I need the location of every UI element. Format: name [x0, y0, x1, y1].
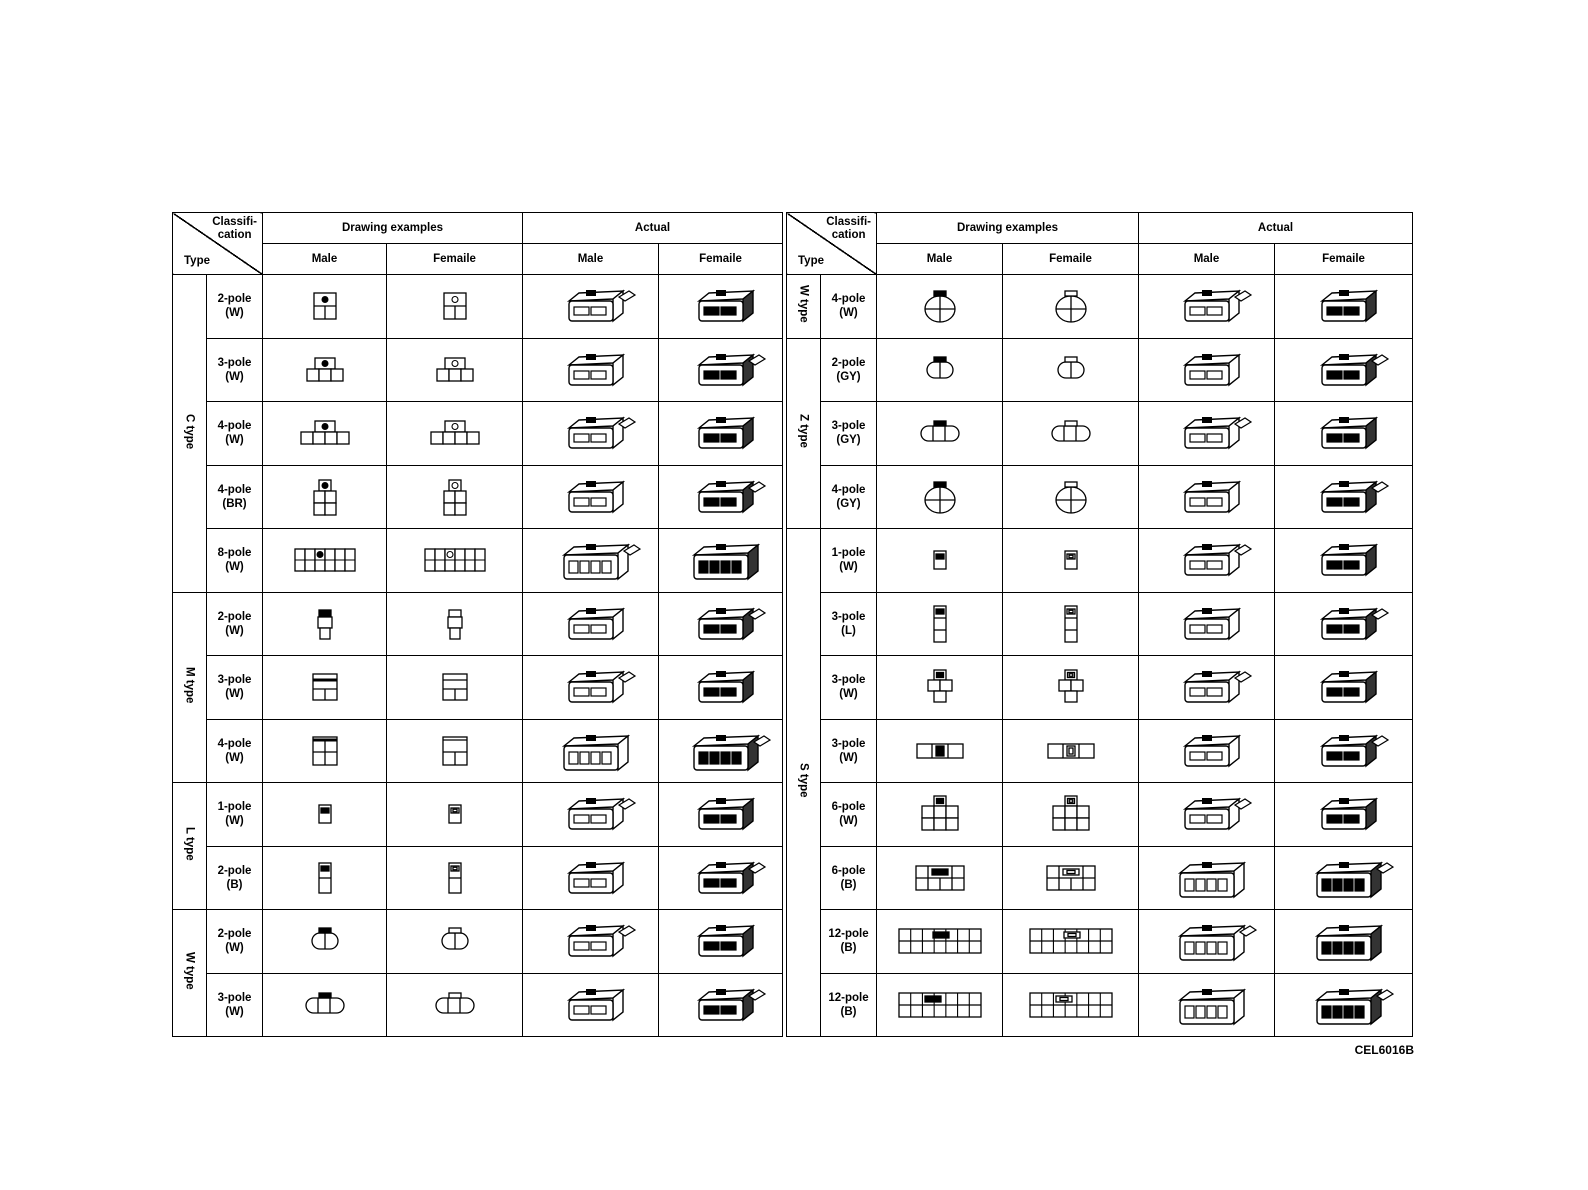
connector-actual-female-icon [1275, 406, 1412, 460]
connector-drawing-male-icon [877, 919, 1002, 963]
connector-actual-female-icon [1275, 279, 1412, 333]
actual-male [1139, 910, 1275, 974]
actual-female [1275, 973, 1413, 1037]
header-drawing-female: Femaile [387, 244, 523, 275]
table-row [173, 846, 783, 910]
pole-label-text: 2-pole (W) [217, 928, 252, 955]
actual-male [523, 910, 659, 974]
connector-drawing-female-icon [1003, 983, 1138, 1027]
actual-male [1139, 338, 1275, 402]
actual-female [1275, 275, 1413, 339]
actual-male [523, 465, 659, 529]
pole-label [821, 973, 877, 1037]
connector-actual-male-icon [1139, 533, 1274, 587]
actual-male [1139, 275, 1275, 339]
drawing-male [877, 656, 1003, 720]
drawing-male [877, 338, 1003, 402]
pole-label-text: 1-pole (W) [217, 801, 252, 828]
header-drawing-examples: Drawing examples [877, 213, 1139, 244]
header-actual-male: Male [1139, 244, 1275, 275]
table-row [173, 973, 783, 1037]
actual-male [523, 783, 659, 847]
connector-actual-female-icon [659, 914, 782, 968]
drawing-female [387, 529, 523, 593]
actual-female [1275, 910, 1413, 974]
header-corner [787, 213, 877, 275]
actual-female [659, 910, 783, 974]
drawing-female [387, 973, 523, 1037]
table-row [787, 910, 1413, 974]
header-actual-female: Femaile [659, 244, 783, 275]
connector-actual-male-icon [523, 978, 658, 1032]
drawing-female [387, 592, 523, 656]
pole-label-text: 2-pole (W) [217, 610, 252, 637]
drawing-female [1003, 592, 1139, 656]
pole-label [821, 719, 877, 783]
header-drawing-male: Male [263, 244, 387, 275]
table-row [787, 465, 1413, 529]
connector-drawing-male-icon [877, 983, 1002, 1027]
drawing-male [877, 529, 1003, 593]
connector-drawing-male-icon [263, 983, 386, 1027]
drawing-male [263, 402, 387, 466]
connector-actual-female-icon [659, 851, 782, 905]
actual-male [523, 973, 659, 1037]
pole-label-text: 12-pole (B) [828, 928, 869, 955]
type-group-label [173, 275, 207, 593]
type-group-text: S type [797, 763, 810, 798]
actual-female [659, 973, 783, 1037]
drawing-male [877, 402, 1003, 466]
drawing-female [387, 910, 523, 974]
connector-drawing-female-icon [1003, 538, 1138, 582]
pole-label [821, 592, 877, 656]
pole-label-text: 6-pole (W) [831, 801, 866, 828]
drawing-female [387, 402, 523, 466]
actual-male [523, 656, 659, 720]
pole-label-text: 4-pole (W) [217, 420, 252, 447]
drawing-female [1003, 656, 1139, 720]
actual-male [1139, 529, 1275, 593]
connector-drawing-male-icon [877, 792, 1002, 836]
table-row [173, 910, 783, 974]
connector-drawing-female-icon [387, 538, 522, 582]
pole-label [207, 656, 263, 720]
table-row [787, 846, 1413, 910]
connector-actual-male-icon [1139, 406, 1274, 460]
drawing-male [877, 465, 1003, 529]
connector-drawing-male-icon [263, 856, 386, 900]
type-group-label [787, 529, 821, 1037]
connector-actual-male-icon [523, 787, 658, 841]
drawing-male [877, 275, 1003, 339]
type-group-label [173, 910, 207, 1037]
connector-actual-male-icon [1139, 978, 1274, 1032]
connector-actual-male-icon [1139, 279, 1274, 333]
drawing-male [877, 719, 1003, 783]
pole-label [207, 973, 263, 1037]
connector-actual-female-icon [1275, 597, 1412, 651]
connector-drawing-female-icon [1003, 856, 1138, 900]
connector-actual-female-icon [659, 406, 782, 460]
connector-actual-female-icon [1275, 787, 1412, 841]
connector-drawing-female-icon [387, 284, 522, 328]
header-actual: Actual [1139, 213, 1413, 244]
table-row [787, 529, 1413, 593]
actual-female [1275, 465, 1413, 529]
drawing-female [387, 656, 523, 720]
pole-label-text: 12-pole (B) [828, 991, 869, 1018]
actual-female [1275, 529, 1413, 593]
actual-female [659, 275, 783, 339]
drawing-male [263, 275, 387, 339]
drawing-male [877, 846, 1003, 910]
actual-male [1139, 719, 1275, 783]
connector-drawing-male-icon [877, 538, 1002, 582]
pole-label [207, 338, 263, 402]
drawing-male [263, 592, 387, 656]
table-row [787, 973, 1413, 1037]
actual-female [659, 529, 783, 593]
actual-male [1139, 402, 1275, 466]
type-group-label [787, 338, 821, 529]
connector-actual-male-icon [523, 724, 658, 778]
drawing-male [263, 656, 387, 720]
table-row [787, 783, 1413, 847]
actual-female [659, 719, 783, 783]
table-row [173, 465, 783, 529]
actual-male [523, 275, 659, 339]
connector-drawing-female-icon [1003, 602, 1138, 646]
pole-label [821, 338, 877, 402]
connector-drawing-male-icon [877, 348, 1002, 392]
drawing-female [1003, 973, 1139, 1037]
actual-female [659, 783, 783, 847]
pole-label-text: 3-pole (W) [217, 991, 252, 1018]
pole-label-text: 2-pole (W) [217, 293, 252, 320]
drawing-male [877, 783, 1003, 847]
connector-drawing-male-icon [263, 284, 386, 328]
drawing-male [263, 719, 387, 783]
drawing-female [387, 783, 523, 847]
type-group-text: L type [183, 827, 196, 861]
drawing-male [263, 973, 387, 1037]
connector-actual-male-icon [1139, 914, 1274, 968]
actual-female [1275, 846, 1413, 910]
connector-actual-female-icon [659, 660, 782, 714]
drawing-female [1003, 402, 1139, 466]
table-row [787, 656, 1413, 720]
drawing-female [1003, 783, 1139, 847]
connector-drawing-female-icon [1003, 475, 1138, 519]
pole-label [207, 465, 263, 529]
header-actual-male: Male [523, 244, 659, 275]
drawing-male [877, 592, 1003, 656]
drawing-female [1003, 719, 1139, 783]
pole-label-text: 3-pole (W) [217, 356, 252, 383]
connector-drawing-female-icon [387, 729, 522, 773]
table-row [787, 275, 1413, 339]
connector-actual-female-icon [1275, 533, 1412, 587]
connector-drawing-female-icon [387, 665, 522, 709]
drawing-female [1003, 338, 1139, 402]
actual-female [659, 465, 783, 529]
connector-actual-male-icon [1139, 597, 1274, 651]
connector-actual-male-icon [1139, 470, 1274, 524]
connector-actual-female-icon [1275, 914, 1412, 968]
figure-code: CEL6016B [1354, 1043, 1414, 1057]
table-row [787, 719, 1413, 783]
actual-male [1139, 973, 1275, 1037]
header-actual-female: Femaile [1275, 244, 1413, 275]
pole-label [207, 592, 263, 656]
connector-drawing-male-icon [263, 919, 386, 963]
pole-label-text: 4-pole (BR) [217, 483, 252, 510]
pole-label [207, 529, 263, 593]
connector-table-right [786, 212, 1413, 1037]
actual-male [523, 338, 659, 402]
header-classification: Classifi- cation [826, 216, 871, 241]
pole-label [821, 465, 877, 529]
pole-label-text: 4-pole (W) [831, 293, 866, 320]
actual-male [1139, 846, 1275, 910]
type-group-label [787, 275, 821, 339]
type-group-text: W type [797, 285, 810, 324]
pole-label [207, 846, 263, 910]
connector-actual-female-icon [1275, 343, 1412, 397]
type-group-text: W type [183, 952, 196, 990]
type-group-text: M type [183, 667, 196, 704]
connector-table-left [172, 212, 783, 1037]
table-row [173, 592, 783, 656]
drawing-female [1003, 529, 1139, 593]
actual-male [523, 529, 659, 593]
pole-label [207, 275, 263, 339]
connector-drawing-female-icon [1003, 729, 1138, 773]
header-type: Type [798, 255, 824, 267]
drawing-female [1003, 465, 1139, 529]
table-row [173, 783, 783, 847]
actual-female [1275, 783, 1413, 847]
drawing-female [387, 338, 523, 402]
table-row [787, 592, 1413, 656]
pole-label-text: 6-pole (B) [831, 864, 866, 891]
connector-drawing-female-icon [387, 919, 522, 963]
pole-label-text: 3-pole (W) [831, 674, 866, 701]
connector-drawing-male-icon [263, 792, 386, 836]
pole-label [207, 910, 263, 974]
connector-actual-female-icon [659, 787, 782, 841]
pole-label-text: 8-pole (W) [217, 547, 252, 574]
connector-drawing-female-icon [1003, 284, 1138, 328]
table-row [173, 719, 783, 783]
type-group-label [173, 592, 207, 783]
actual-female [1275, 338, 1413, 402]
connector-actual-female-icon [659, 978, 782, 1032]
drawing-female [1003, 275, 1139, 339]
header-type: Type [184, 255, 210, 267]
connector-actual-male-icon [523, 470, 658, 524]
actual-female [659, 592, 783, 656]
connector-actual-female-icon [659, 597, 782, 651]
pole-label-text: 4-pole (GY) [831, 483, 866, 510]
connector-actual-female-icon [1275, 851, 1412, 905]
connector-actual-male-icon [523, 406, 658, 460]
header-corner [173, 213, 263, 275]
pole-label [207, 402, 263, 466]
pole-label [207, 783, 263, 847]
connector-drawing-male-icon [877, 411, 1002, 455]
actual-male [523, 846, 659, 910]
pole-label [821, 275, 877, 339]
connector-drawing-female-icon [387, 348, 522, 392]
pole-label [821, 402, 877, 466]
actual-female [659, 402, 783, 466]
actual-female [659, 338, 783, 402]
table-row [173, 529, 783, 593]
pole-label-text: 1-pole (W) [831, 547, 866, 574]
actual-female [1275, 402, 1413, 466]
pole-label [821, 783, 877, 847]
actual-female [1275, 592, 1413, 656]
table-row [787, 402, 1413, 466]
connector-actual-male-icon [523, 660, 658, 714]
actual-female [1275, 719, 1413, 783]
table-row [173, 402, 783, 466]
pole-label [821, 846, 877, 910]
connector-drawing-female-icon [1003, 919, 1138, 963]
pole-label-text: 4-pole (W) [217, 737, 252, 764]
pole-label-text: 3-pole (W) [831, 737, 866, 764]
header-classification: Classifi- cation [212, 216, 257, 241]
actual-female [659, 656, 783, 720]
connector-actual-female-icon [659, 343, 782, 397]
drawing-male [263, 529, 387, 593]
actual-male [1139, 783, 1275, 847]
table-row [787, 338, 1413, 402]
pole-label-text: 3-pole (GY) [831, 420, 866, 447]
pole-label-text: 2-pole (B) [217, 864, 252, 891]
connector-actual-female-icon [659, 470, 782, 524]
drawing-male [263, 465, 387, 529]
connector-actual-female-icon [1275, 470, 1412, 524]
connector-actual-male-icon [523, 533, 658, 587]
drawing-male [877, 910, 1003, 974]
connector-actual-female-icon [1275, 978, 1412, 1032]
connector-drawing-female-icon [1003, 411, 1138, 455]
connector-drawing-female-icon [1003, 665, 1138, 709]
connector-drawing-male-icon [877, 729, 1002, 773]
drawing-female [1003, 910, 1139, 974]
connector-drawing-female-icon [387, 792, 522, 836]
connector-actual-male-icon [1139, 724, 1274, 778]
pole-label [821, 656, 877, 720]
connector-drawing-female-icon [387, 983, 522, 1027]
header-actual: Actual [523, 213, 783, 244]
pole-label [207, 719, 263, 783]
connector-drawing-male-icon [877, 475, 1002, 519]
actual-male [1139, 656, 1275, 720]
actual-female [659, 846, 783, 910]
connector-actual-male-icon [523, 851, 658, 905]
connector-drawing-female-icon [387, 411, 522, 455]
connector-drawing-male-icon [263, 411, 386, 455]
connector-drawing-male-icon [263, 475, 386, 519]
table-row [173, 338, 783, 402]
connector-drawing-female-icon [1003, 792, 1138, 836]
connector-actual-female-icon [1275, 660, 1412, 714]
drawing-male [263, 338, 387, 402]
actual-male [523, 719, 659, 783]
drawing-male [263, 910, 387, 974]
pole-label [821, 529, 877, 593]
pole-label-text: 2-pole (GY) [831, 356, 866, 383]
connector-actual-male-icon [523, 343, 658, 397]
type-group-label [173, 783, 207, 910]
connector-drawing-male-icon [263, 729, 386, 773]
header-drawing-examples: Drawing examples [263, 213, 523, 244]
connector-actual-male-icon [523, 914, 658, 968]
actual-female [1275, 656, 1413, 720]
connector-drawing-male-icon [877, 665, 1002, 709]
connector-drawing-male-icon [263, 602, 386, 646]
connector-actual-male-icon [1139, 787, 1274, 841]
table-row [173, 275, 783, 339]
drawing-female [387, 465, 523, 529]
connector-drawing-female-icon [1003, 348, 1138, 392]
header-drawing-female: Femaile [1003, 244, 1139, 275]
connector-drawing-male-icon [877, 602, 1002, 646]
actual-male [1139, 465, 1275, 529]
table-row [173, 656, 783, 720]
pole-label-text: 3-pole (L) [831, 610, 866, 637]
connector-actual-male-icon [1139, 343, 1274, 397]
type-group-text: C type [183, 413, 196, 449]
connector-drawing-male-icon [877, 856, 1002, 900]
actual-male [1139, 592, 1275, 656]
header-drawing-male: Male [877, 244, 1003, 275]
drawing-female [387, 846, 523, 910]
connector-actual-male-icon [523, 279, 658, 333]
connector-actual-female-icon [659, 724, 782, 778]
drawing-male [877, 973, 1003, 1037]
drawing-male [263, 783, 387, 847]
actual-male [523, 402, 659, 466]
drawing-female [1003, 846, 1139, 910]
drawing-female [387, 275, 523, 339]
pole-label [821, 910, 877, 974]
connector-drawing-male-icon [263, 665, 386, 709]
connector-actual-female-icon [659, 279, 782, 333]
actual-male [523, 592, 659, 656]
connector-actual-female-icon [1275, 724, 1412, 778]
connector-actual-male-icon [1139, 851, 1274, 905]
drawing-male [263, 846, 387, 910]
connector-actual-male-icon [1139, 660, 1274, 714]
connector-drawing-female-icon [387, 602, 522, 646]
connector-drawing-male-icon [877, 284, 1002, 328]
connector-drawing-female-icon [387, 475, 522, 519]
connector-drawing-male-icon [263, 348, 386, 392]
pole-label-text: 3-pole (W) [217, 674, 252, 701]
connector-drawing-female-icon [387, 856, 522, 900]
type-group-text: Z type [797, 414, 810, 449]
connector-drawing-male-icon [263, 538, 386, 582]
drawing-female [387, 719, 523, 783]
connector-actual-female-icon [659, 533, 782, 587]
connector-actual-male-icon [523, 597, 658, 651]
